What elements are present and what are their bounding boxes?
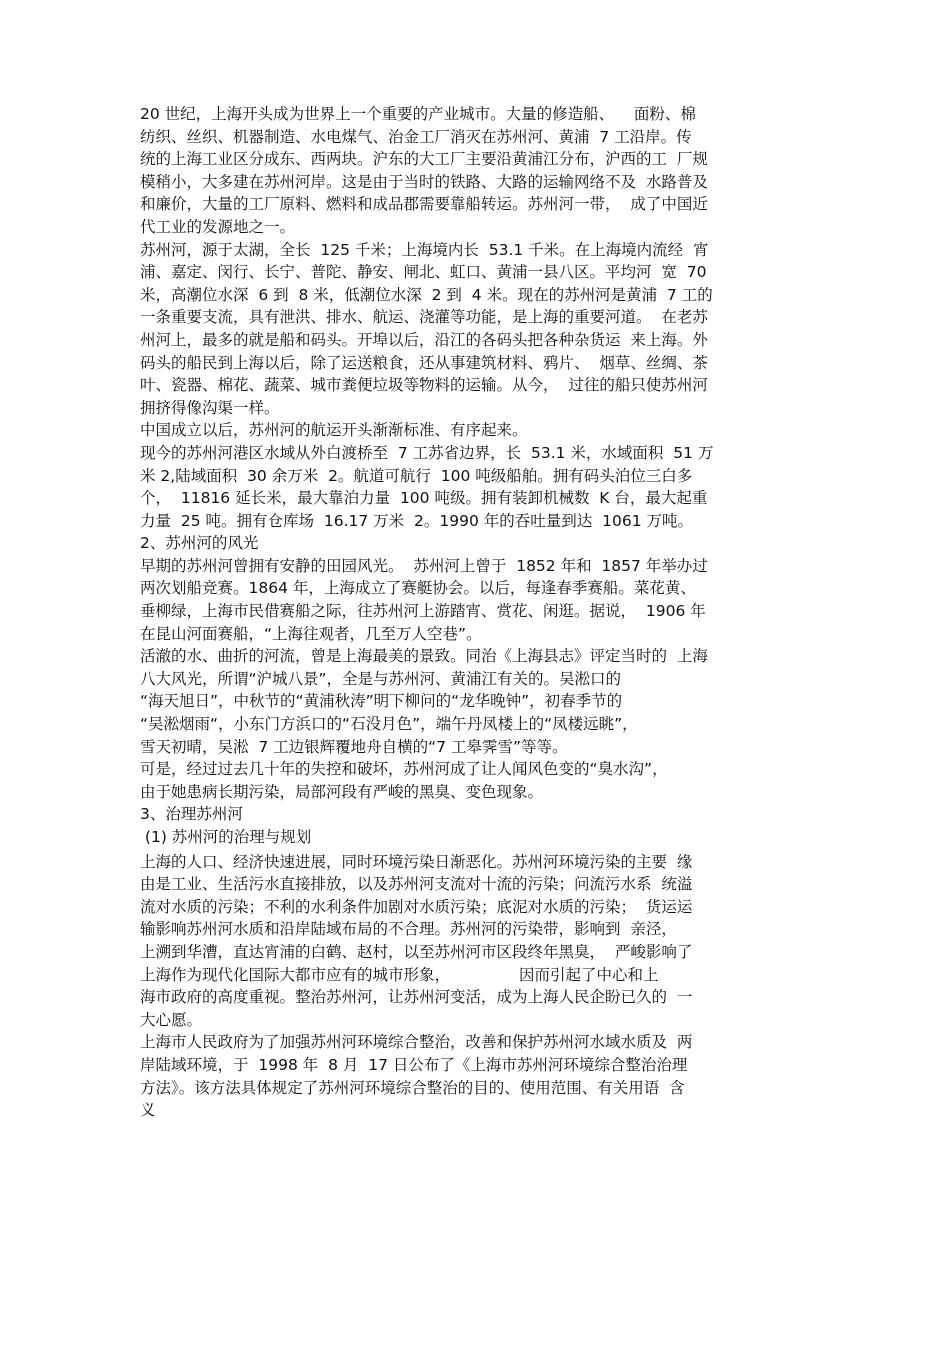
text-line: 米 2,陆域面积 30 余万米 2。航道可航行 100 吨级船舶。拥有码头泊位三白多 bbox=[140, 466, 693, 485]
text-line: “吴淞烟雨“，小东门方浜口的“石没月色”，端午丹凤楼上的“凤楼远眺”， bbox=[140, 715, 638, 734]
subsection-heading: (1) 苏州河的治理与规划 bbox=[140, 828, 312, 846]
text-line: 一条重要支流，具有泄洪、排水、航运、浇灌等功能，是上海的重要河道。 在老苏 bbox=[140, 308, 708, 327]
text-line: 苏州河，源于太湖，全长 125 千米；上海境内长 53.1 千米。在上海境内流经 宵 bbox=[140, 240, 709, 259]
text-line: 岸陆域环境，于 1998 年 8 月 17 日公布了《上海市苏州河环境综合整治治理 bbox=[140, 1055, 688, 1074]
text-line: 上海的人口、经济快速进展，同时环境污染日渐恶化。苏州河环境污染的主要 缘 bbox=[140, 852, 693, 871]
text-line: 代工业的发源地之一。 bbox=[140, 217, 296, 236]
section-heading: 2、苏州河的风光 bbox=[140, 534, 259, 553]
text-line: 早期的苏州河曾拥有安静的田园风光。 苏州河上曾于 1852 年和 1857 年举办过 bbox=[140, 556, 708, 575]
text-line: 叶、瓷器、棉花、蔬菜、城市粪便垃圾等物料的运输。从今， 过往的船只使苏州河 bbox=[140, 376, 708, 395]
text-line: 输影响苏州河水质和沿岸陆域布局的不合理。苏州河的污染带，影响到 亲泾， bbox=[140, 920, 677, 939]
text-line: 力量 25 吨。拥有仓库场 16.17 万米 2。1990 年的吞吐量到达 1061 万吨。 bbox=[140, 511, 693, 530]
text-line: 米，高潮位水深 6 到 8 米，低潮位水深 2 到 4 米。现在的苏州河是黄浦 7 工的 bbox=[140, 285, 713, 304]
text-line: 义 bbox=[140, 1101, 156, 1120]
text-line: “海天旭日”，中秋节的“黄浦秋涛”明下柳问的“龙华晚钟”，初春季节的 bbox=[140, 692, 623, 711]
text-line: 现今的苏州河港区水域从外白渡桥至 7 工苏省边界，长 53.1 米，水域面积 51 万 bbox=[140, 443, 714, 462]
text-line: 上溯到华漕，直达宵浦的白鹤、赵村，以至苏州河市区段终年黑臭， 严峻影响了 bbox=[140, 942, 693, 961]
text-line: 浦、嘉定、闵行、长宁、普陀、静安、闸北、虹口、黄浦一县八区。平均河 宽 70 bbox=[140, 263, 707, 282]
text-line: 拥挤得像沟渠一样。 bbox=[140, 398, 280, 417]
text-line: 中国成立以后，苏州河的航运开头渐渐标准、有序起来。 bbox=[140, 421, 528, 440]
text-line: 码头的船民到上海以后，除了运送粮食，还从事建筑材料、鸦片、 烟草、丝绸、茶 bbox=[140, 353, 708, 372]
text-line: 可是，经过过去几十年的失控和破坏，苏州河成了让人闻风色变的“臭水沟”， bbox=[140, 760, 668, 779]
text-line: 活澈的水、曲折的河流，曾是上海最美的景致。同治《上海县志》评定当时的 上海 bbox=[140, 647, 708, 666]
text-line: 雪天初晴，吴淞 7 工边银辉覆地舟自横的“7 工皋霁雪”等等。 bbox=[140, 737, 568, 756]
text-line: 上海作为现代化国际大都市应有的城市形象， 因而引起了中心和上 bbox=[140, 965, 659, 984]
text-line: 州河上，最多的就是船和码头。开埠以后，沿江的各码头把各种杂货运 来上海。外 bbox=[140, 330, 708, 349]
text-line: 海市政府的高度重视。整治苏州河，让苏州河变活，成为上海人民企盼已久的 一 bbox=[140, 988, 693, 1007]
section-heading: 3、治理苏州河 bbox=[140, 805, 243, 824]
text-line: 个， 11816 延长米，最大靠泊力量 100 吨级。拥有装卸机械数 K 台，最大起重 bbox=[140, 489, 708, 508]
text-line: 流对水质的污染；不利的水利条件加剧对水质污染；底泥对水质的污染； 货运运 bbox=[140, 897, 693, 916]
text-line: 和廉价，大量的工厂原料、燃料和成品郡需要靠船转运。苏州河一带， 成了中国近 bbox=[140, 195, 708, 214]
text-line: 八大风光，所谓“沪城八景”，全是与苏州河、黄浦江有关的。吴淞口的 bbox=[140, 669, 622, 688]
text-line: 方法》。该方法具体规定了苏州河环境综合整治的目的、使用范围、有关用语 含 bbox=[140, 1078, 685, 1097]
text-line: 模稍小，大多建在苏州河岸。这是由于当时的铁路、大路的运输网络不及 水路普及 bbox=[140, 172, 708, 191]
text-line: 垂柳绿，上海市民借赛船之际，往苏州河上游踏宵、赏花、闲逛。据说， 1906 年 bbox=[140, 602, 706, 621]
text-line: 由于她患病长期污染，局部河段有严峻的黑臭、变色现象。 bbox=[140, 782, 544, 801]
document-body bbox=[140, 103, 800, 1122]
text-line: 在昆山河面赛船，“上海往观者，几至万人空巷”。 bbox=[140, 624, 482, 643]
text-line: 统的上海工业区分成东、西两块。沪东的大工厂主要沿黄浦江分布，沪西的工 厂规 bbox=[140, 150, 708, 169]
text-line: 由是工业、生活污水直接排放，以及苏州河支流对十流的污染；问流污水系 统溢 bbox=[140, 875, 693, 894]
text-line: 纺织、丝织、机器制造、水电煤气、治金工厂消灭在苏州河、黄浦 7 工沿岸。传 bbox=[140, 127, 692, 146]
text-line: 两次划船竞赛。1864 年，上海成立了赛艇协会。以后，每逢春季赛船。菜花黄、 bbox=[140, 579, 696, 598]
text-line: 上海市人民政府为了加强苏州河环境综合整治，改善和保护苏州河水域水质及 两 bbox=[140, 1033, 693, 1052]
text-line: 20 世纪，上海开头成为世界上一个重要的产业城市。大量的修造船、 面粉、棉 bbox=[140, 105, 696, 123]
text-line: 大心愿。 bbox=[140, 1010, 203, 1029]
